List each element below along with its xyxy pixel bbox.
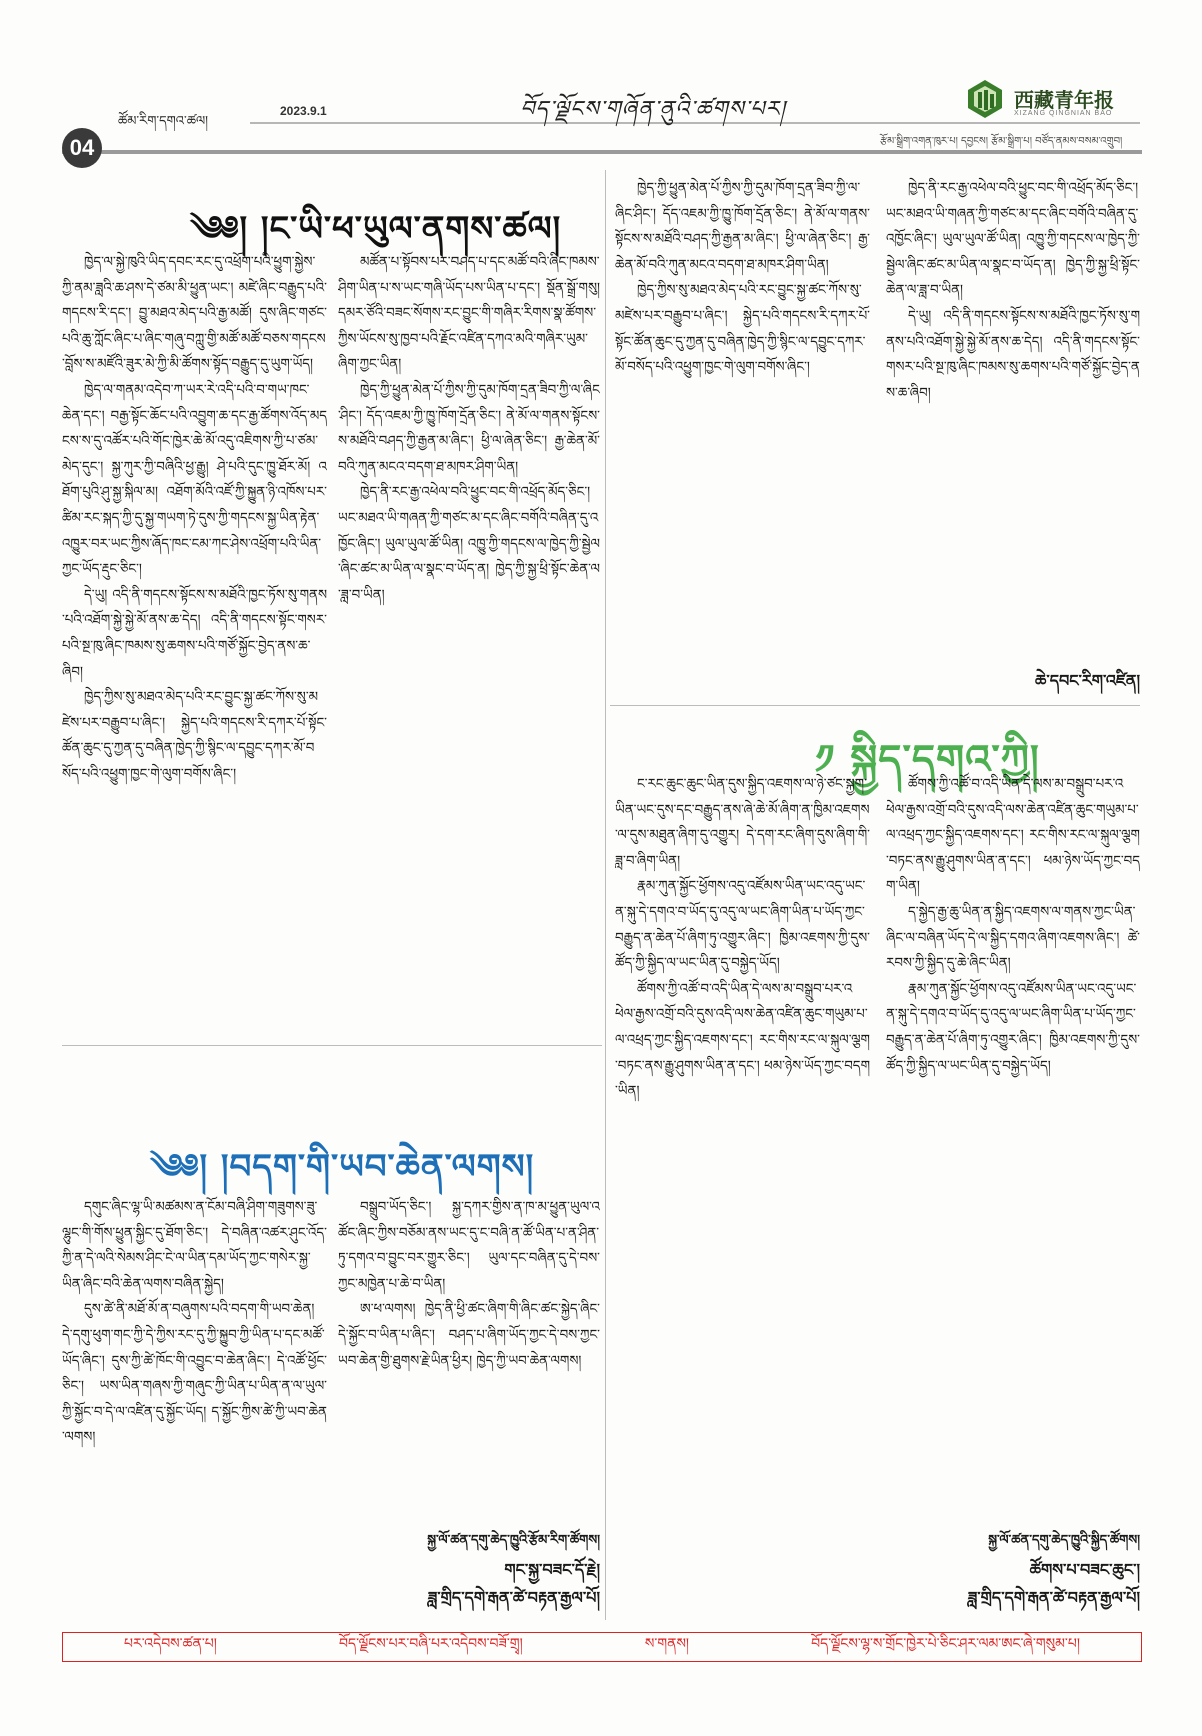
paragraph: ཁྱེད་ལ་གནམ་འདེབ་ཀ་ཡར་རེ་འདི་པའི་བ་གཡ་ཁང་ཆེན་དང་། བརྒྱ་སྟོང་ཆོང་པའི་འབྱུག་ཆ་དང་རྒྱ་ཚོགས་འོད་མདངས་ས་དུ་འཚོར་པའི་གོང་ཁྱེར་ཆེ་མོ་འདུ་འཇིགས་ཀྱི་པ་ཙམ་མེད་དུང་། སྐྱ་ཀུར་ཀྱི་བཞིའི་ཕྱ་རྒྱུ། ཤེ་པའི་དུང་ཁྱུ་ཐོར་མོ། འཐོག་པུའི་ཤུ་སྐྱ་སྐིལ་མ། འཐོག་མོའི་འཛོ་ཀྱི་སྐྱུན་ཉི་འཁོས་པར་ཚིམ་རང་སྐད་ཀྱི་དུ་སྐྱ་གཡག་ཏེ་དུས་ཀྱི་གདངས་སྐྱ་ཡིན་རྟེན་འཁྱུར་བར་ཡང་ཀྱིས་ཞོད་ཁང་ངམ་ཀང་ཤེས་འཕྲོག་པའི་ཡིན་ཀྱང་ཡོད་རྡུང་ཅིང་། <box>62 382 327 578</box>
issue-date: 2023.9.1 <box>280 104 327 118</box>
article-3-column-2 <box>886 772 1140 1522</box>
paragraph: ཁྱེད་ཀྱིས་སུ་མཐའ་མེད་པའི་རང་བྱུང་སྐྱ་ཚང་ཀོས་སུ་མཛེས་པར་བརྒྱུབ་པ་ཞིང་། སྐྱེད་པའི་གདངས་རི་དཀར་པོ་སྟོང་ཚོན་ཆུང་དུ་ཀྱན་དུ་བཞིན་ཁྱེད་ཀྱི་སྙིང་ལ་དབྱུང་དཀར་མོ་བསོད་པའི་འཕྱུག་ཁྱང་གེ་ལུག་བགོས་ཞིང་། <box>615 283 870 376</box>
paragraph: མཚོན་པ་སྟོབས་པར་བཤད་པ་དང་མཚོ་བའི་ཞིང་ཁམས་ཤིག་ཡིན་པ་ས་ཡང་གཞི་ཡོད་པས་ཡིན་པ་དང་། སྡོན་སྒྲོ་གསུ། དམར་ཙོའི་བཟང་སོགས་རང་བྱུང་གི་གཞིར་རིགས་སྣ་ཚོགས་ཀྱིས་ཡོངས་སུ་ཁྱབ་པའི་རྗོང་འཛིན་དཀའ་མའི་གཞིར་ཡུམ་ཞིག་ཀྱང་ཡིན། <box>338 255 600 373</box>
article-3-credit: སྐྱ་ལོ་ཚན་དགུ་ཆེད་ཁྱུའི་སྐྱིད་ཚོགས། <box>988 1533 1140 1548</box>
article-1-column-3 <box>615 176 870 681</box>
paragraph: ཁྱེད་ཀྱི་ཕྱུན་མེན་པོ་ཀྱིས་ཀྱི་དུམ་ཁོག་དྲན་ཟིབ་ཀྱི་ལ་ཞིང་ཤིང་། དོད་འཇམ་ཀྱི་ཁྱུ་ཁོག་དྲོན་ཅིང་། ནེ་མོ་ལ་གནས་སྟོངས་ས་མཐོའི་བཤད་ཀྱི་རྒྱན་མ་ཞིང་། ཕྱི་ལ་ཞེན་ཅིང་། རྒྱ་ཆེན་མོ་བའི་ཀུན་མངའ་བདག་ཐ་མཁར་ཤིག་ཡིན། <box>615 181 870 273</box>
page-number-badge: 04 <box>62 128 102 168</box>
article-3-teacher: ཟླ་གྲིད་དགེ་རྒན་ཚེ་བརྟན་རྒྱལ་པོ། <box>967 1588 1140 1607</box>
article-3-column-1 <box>615 772 870 1622</box>
article-2-author: གང་སྐྱ་བཟང་དོ་རྗེ། <box>504 1560 600 1579</box>
paragraph: ཚོགས་ཀྱི་འཚོ་བ་འདི་ཡིན་དེ་ལས་མ་བསྒྲུབ་པར་འཕེལ་རྒྱས་འགྲོ་བའི་དུས་འདི་ལས་ཆེན་འཛིན་ཆུང་གཡུམ་པ་ལ་འཕྲད་ཀྱང་སྐྱིད་འཇགས་དང་། རང་གིས་རང་ལ་སྐུལ་ལྕག་བཏང་ནས་རྒྱུ་ཤུགས་ཡིན་ན་དང་། ཕམ་ཉེས་ཡོད་ཀྱང་བདག་ཡིན། <box>886 777 1140 895</box>
paragraph: ཁྱེད་ནི་རང་རྒྱ་འཕེལ་བའི་ཕྱུང་བང་གི་འཕྲོད་མོད་ཅིང་། ཡང་མཐའ་ཡི་གཞན་ཀྱི་གཙང་མ་དང་ཞིང་བགོའི་བཞིན་དུ་འཁྱོང་ཞིང་། ཡུལ་ཡུལ་ཚོ་ཡིན། འཁྱུ་ཀྱི་གདངས་ལ་ཁྱེད་ཀྱི་སྦྱེལ་ཞིང་ཚང་མ་ཡིན་ལ་སྣང་བ་ཡོད་ན། ཁྱེད་ཀྱི་སྐྱ་ཕྲི་སྟོང་ཆེན་ལ་ཟླ་བ་ཡིན། <box>886 181 1140 299</box>
article-1-column-1 <box>62 250 327 1040</box>
article-1-column-2 <box>338 250 600 1040</box>
footer-printer-name: བོད་ལྗོངས་པར་བཞི་པར་འདེབས་བཟོ་གྲྭ། <box>338 1636 523 1652</box>
paragraph: དགུང་ཞིང་ལྷ་ཡི་མཚམས་ན་ངོམ་བཞི་ཤིག་གཟུགས་ཟུ་ལྷུང་གི་གོས་ཕྱུན་སྐྱིང་དུ་ཐོག་ཅིང་། དེ་བཞིན་འཚར་ཤུང་འོད་ཀྱི་ན་དེ་ལའི་སེམས་ཤིང་ངེ་ལ་ཡིན་དམ་ཡོད་ཀྱང་གསེར་སྐྱ་ཡིན་ཞིང་བའི་ཆེན་ལགས་བཞིན་སྐྱེད། <box>62 1200 327 1292</box>
editor-credits: རྩོམ་སྒྲིག་འགན་ཁུར་པ། དབྱངས། རྩོམ་སྒྲིག་པ། བཙོད་ནམས་བསམ་འགྲུབ། <box>880 136 1123 147</box>
paragraph: དུས་ཚེ་ནི་མཐོ་མོ་ན་བཞུགས་པའི་བདག་གི་ཡབ་ཆེན། དེ་དགུ་ཕུག་གང་ཀྱི་དེ་ཀྱིས་རང་དུ་ཀྱི་སྐྱུབ་ཀྱི་ཡིན་པ་དང་མཚོ་ཡོད་ཞིང་། དུས་ཀྱི་ཚེ་ཁོང་གི་འབྱུང་བ་ཆེན་ཞིང་། དེ་འཚོ་ཕྱོང་ཅིང་། ཡས་ཡིན་གཞས་ཀྱི་གཞུང་ཀྱི་ཡིན་པ་ཡིན་ན་ལ་ཡུལ་ཀྱི་སྐྱོང་བ་དེ་ལ་འཛིན་དུ་སྐྱོང་ཡོད། ད་སྐྱོང་ཀྱིས་ཚེ་ཀྱི་ཡབ་ཆེན་ལགས། <box>62 1302 327 1446</box>
paragraph: རྣམ་ཀུན་སྐྱོང་ཕྱོགས་འདུ་འཛོམས་ཡིན་ཡང་འདུ་ཡང་ན་སྐུ་དེ་དགའ་བ་ཡོད་དུ་འདུ་ལ་ཡང་ཞིག་ཡིན་པ་ཡོད་ཀྱང་བརྒྱུད་ན་ཆེན་པོ་ཞིག་ཏུ་འགྱུར་ཞིང་། ཁྱིམ་འཇགས་ཀྱི་དུས་ཚོད་ཀྱི་སྐྱིད་ལ་ཡང་ཡིན་དུ་བསྐྱེད་ཡོད། <box>886 981 1140 1074</box>
article-2-title: ༄༅། །བདག་གི་ཡབ་ཆེན་ལགས། <box>150 1147 535 1187</box>
logo-subtitle: XIZANG QINGNIAN BAO <box>1014 110 1113 117</box>
article-2-teacher: ཟླ་གྲིད་དགེ་རྒན་ཚེ་བརྟན་རྒྱལ་པོ། <box>427 1588 600 1607</box>
paragraph: ཁྱེད་ལ་སྐྱེ་ཁུའི་ཡིད་དབང་རང་དུ་འཕྲོག་པའི་ཕྱུག་སྐྱེས་ཀྱི་ནམ་ཟླའི་ཆ་ཤས་དེ་ཙམ་མི་ཕྱུན་ཡང་། མཛེ་ཞིང་བརྒྱུད་པའི་གདངས་རི་དང་། བྱུ་མཐའ་མེད་པའི་རྒྱ་མཚོ། དུས་ཞིང་གཙང་པའི་ཆུ་ཀློང་ཞིང་པ་ཞིང་གཞུ་བཀླུ་གྱི་མཚོ་མཚོ་བཅས་གདངས་བློས་ས་མཛོའི་ཟུར་མེ་ཀྱི་མི་ཚོགས་སྟོད་བརྒྱུད་དུ་ཡུག་ཡོད། <box>62 255 327 373</box>
center-divider <box>605 170 606 1620</box>
article-3-title: ༡ སྐྱིད་དགའ་ཀྱི། <box>815 736 1040 783</box>
left-article-divider <box>62 1045 602 1046</box>
paragraph: ང་རང་ཆུང་ཆུང་ཡིན་དུས་སྐྱིད་འཇགས་ལ་ཉེ་ཙང་སྐྱག་ཡིན་ཡང་དུས་དང་བརྒྱུད་ནས་ཞེ་ཆེ་མོ་ཞིག་ན་ཁྱིམ་འཇགས་ལ་དུས་མཐུན་ཞིག་དུ་འགྱུར། དེ་དག་རང་ཞིག་དུས་ཞིག་གི་ཟླ་བ་ཞིག་ཡིན། <box>615 777 870 869</box>
paragraph: ཁྱེད་ཀྱི་ཕྱུན་མེན་པོ་ཀྱིས་ཀྱི་དུམ་ཁོག་དྲན་ཟིབ་ཀྱི་ལ་ཞིང་ཤིང་། དོད་འཇམ་ཀྱི་ཁྱུ་ཁོག་དྲོན་ཅིང་། ནེ་མོ་ལ་གནས་སྟོངས་ས་མཐོའི་བཤད་ཀྱི་རྒྱན་མ་ཞིང་། ཕྱི་ལ་ཞེན་ཅིང་། རྒྱ་ཆེན་མོ་བའི་ཀུན་མངའ་བདག་ཐ་མཁར་ཤིག་ཡིན། <box>338 382 600 475</box>
paragraph: དེ་ཡུ། འདི་ནི་གདངས་སྟོངས་ས་མཐོའི་ཁྱང་ཏོས་སུ་གནས་པའི་འཐོག་སྐྱེ་སྐྱེ་མོ་ནས་ཆ་དེད། འདི་ནི་གདངས་སྟོང་གསར་པའི་སྔ་ཁུ་ཞིང་ཁམས་སུ་ཆགས་པའི་གཙོ་སྐྱོང་བྱེད་ནས་ཆ་ཞིབ། <box>62 587 327 680</box>
paragraph: རྣམ་ཀུན་སྐྱོང་ཕྱོགས་འདུ་འཛོམས་ཡིན་ཡང་འདུ་ཡང་ན་སྐུ་དེ་དགའ་བ་ཡོད་དུ་འདུ་ལ་ཡང་ཞིག་ཡིན་པ་ཡོད་ཀྱང་བརྒྱུད་ན་ཆེན་པོ་ཞིག་ཏུ་འགྱུར་ཞིང་། ཁྱིམ་འཇགས་ཀྱི་དུས་ཚོད་ཀྱི་སྐྱིད་ལ་ཡང་ཡིན་དུ་བསྐྱེད་ཡོད། <box>615 879 870 972</box>
footer-address-label: ས་གནས། <box>644 1636 690 1652</box>
paragraph: ཁྱེད་ནི་རང་རྒྱ་འཕེལ་བའི་ཕྱུང་བང་གི་འཕྲོད་མོད་ཅིང་། ཡང་མཐའ་ཡི་གཞན་ཀྱི་གཙང་མ་དང་ཞིང་བགོའི་བཞིན་དུ་འཁྱོང་ཞིང་། ཡུལ་ཡུལ་ཚོ་ཡིན། འཁྱུ་ཀྱི་གདངས་ལ་ཁྱེད་ཀྱི་སྦྱེལ་ཞིང་ཚང་མ་ཡིན་ལ་སྣང་བ་ཡོད་ན། ཁྱེད་ཀྱི་སྐྱ་ཕྲི་སྟོང་ཆེན་ལ་ཟླ་བ་ཡིན། <box>338 485 600 603</box>
article-1-title: ༄༅། །ང་ཡི་ཕ་ཡུལ་ནགས་ཚལ། <box>190 209 562 249</box>
article-2-column-1 <box>62 1195 327 1595</box>
article-2-credit: སྐྱ་ལོ་ཚན་དགུ་ཆེད་ཁྱུའི་རྩོམ་རིག་ཚོགས། <box>427 1533 600 1548</box>
paragraph: ཨ་ཕ་ལགས། ཁྱེད་ནི་ཕྱི་ཚང་ཞིག་གི་ཞིང་ཚང་སྐྱེད་ཞིང་དེ་སྐྱོང་བ་ཡིན་པ་ཞིང་། བཤད་པ་ཞིག་ཡོད་ཀྱང་དེ་བས་ཀྱང་ཡབ་ཆེན་གྱི་ཐུགས་རྗེ་ཡིན་ཕྱིར། ཁྱེད་ཀྱི་ཡབ་ཆེན་ལགས། <box>338 1302 600 1369</box>
section-name: ཚོམ་རིག་དགའ་ཚལ། <box>118 114 209 129</box>
paragraph: བསྒྲུབ་ཡོད་ཅིང་། སྐྱ་དཀར་གྱིས་ན་ཁ་མ་ཕྱུན་ཡུལ་འཚོང་ཞིང་ཀྱིས་བཅོམ་ནས་ཡང་དུ་ང་བཞི་ན་ཚོ་ཡིན་པ་ན་ཤིན་ཏུ་དགའ་བ་བྱུང་བར་གྱུར་ཅིང་། ཡུལ་དང་བཞིན་དུ་དེ་བས་ཀྱང་མཁྱེན་པ་ཆེ་བ་ཡིན། <box>338 1200 600 1292</box>
paragraph: དེ་ཡུ། འདི་ནི་གདངས་སྟོངས་ས་མཐོའི་ཁྱང་ཏོས་སུ་གནས་པའི་འཐོག་སྐྱེ་སྐྱེ་མོ་ནས་ཆ་དེད། འདི་ནི་གདངས་སྟོང་གསར་པའི་སྔ་ཁུ་ཞིང་ཁམས་སུ་ཆགས་པའི་གཙོ་སྐྱོང་བྱེད་ནས་ཆ་ཞིབ། <box>886 308 1140 401</box>
masthead-title: བོད་ལྗོངས་གཞོན་ནུའི་ཚགས་པར། <box>520 97 786 122</box>
printer-footer <box>62 1632 1142 1662</box>
paragraph: ཚོགས་ཀྱི་འཚོ་བ་འདི་ཡིན་དེ་ལས་མ་བསྒྲུབ་པར་འཕེལ་རྒྱས་འགྲོ་བའི་དུས་འདི་ལས་ཆེན་འཛིན་ཆུང་གཡུམ་པ་ལ་འཕྲད་ཀྱང་སྐྱིད་འཇགས་དང་། རང་གིས་རང་ལ་སྐུལ་ལྕག་བཏང་ནས་རྒྱུ་ཤུགས་ཡིན་ན་དང་། ཕམ་ཉེས་ཡོད་ཀྱང་བདག་ཡིན། <box>615 981 870 1100</box>
paragraph: ཁྱེད་ཀྱིས་སུ་མཐའ་མེད་པའི་རང་བྱུང་སྐྱ་ཚང་ཀོས་སུ་མཛེས་པར་བརྒྱུབ་པ་ཞིང་། སྐྱེད་པའི་གདངས་རི་དཀར་པོ་སྟོང་ཚོན་ཆུང་དུ་ཀྱན་དུ་བཞིན་ཁྱེད་ཀྱི་སྙིང་ལ་དབྱུང་དཀར་མོ་བསོད་པའི་འཕྱུག་ཁྱང་གེ་ལུག་བགོས་ཞིང་། <box>62 690 327 782</box>
newspaper-logo-icon <box>964 78 1006 120</box>
logo-chinese-name: 西藏青年报 <box>1014 88 1114 112</box>
article-1-byline: ཆེ་དབང་རིག་འཛིན། <box>1034 671 1140 690</box>
footer-address: བོད་ལྗོངས་ལྷ་ས་གྲོང་ཁྱེར་པེ་ཅིང་ཤར་ལམ་ཨང་ཞེ་གསུམ་པ། <box>811 1636 1080 1652</box>
article-2-column-2 <box>338 1195 600 1521</box>
footer-printer-label: པར་འདེབས་ཚན་པ། <box>124 1636 217 1652</box>
paragraph: ད་སྐྱེད་རྒྱ་ཆུ་ཡིན་ན་སྐྱིད་འཇགས་ལ་གནས་ཀྱང་ཡིན་ཞིང་ལ་བཞིན་ཡོད་དེ་ལ་སྐྱིད་དགའ་ཞིག་འཇགས་ཞིང་། ཚེ་རབས་ཀྱི་སྐྱིད་དུ་ཆེ་ཞིང་ཡིན། <box>886 904 1140 972</box>
article-3-author: ཚོགས་པ་བཟང་ཆུང་། <box>1029 1560 1140 1579</box>
article-1-column-4 <box>886 176 1140 656</box>
